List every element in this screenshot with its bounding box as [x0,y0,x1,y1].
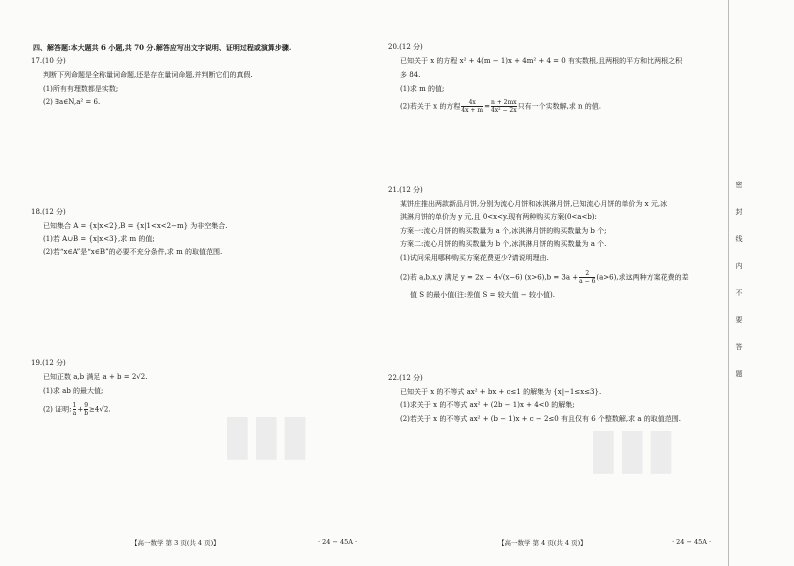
q18-text: 已知集合 A = {x|x<2},B = {x|1<x<2−m} 为非空集合. [43,222,228,230]
q21-part2 [400,270,689,285]
seal-text [733,180,745,396]
footer-left-code: · 24 − 45A · [318,538,358,546]
q17-heading: 17.(10 分) [31,57,66,65]
seal-char: 封 [735,208,743,216]
seal-char: 线 [735,235,743,243]
q19-part2-prefix: (2) 证明: [43,405,72,414]
plus-sign: + [77,405,84,414]
q20-part2-prefix: (2)若关于 x 的方程 [400,102,461,111]
footer-left-label: 【高一数学 第 3 页(共 4 页)】 [131,539,220,547]
q19-part1: (1)求 ab 的最大值; [43,387,104,395]
q21-text-2: 淇淋月饼的单价为 y 元,且 0<x<y.现有两种购买方案(0<a<b): [400,213,597,221]
q22-part2: (2)若关于 x 的不等式 ax² + (b − 1)x + c − 2≤0 有且仅有 6 个整数解,求 a 的取值范围. [400,415,681,423]
seal-char: 题 [735,370,743,378]
seal-char: 答 [735,343,743,351]
q22-heading: 22.(12 分) [388,374,423,382]
q20-text-cont: 多 84. [400,71,421,79]
q20-part2 [400,99,601,114]
q21-part2-prefix: (2)若 a,b,x,y 满足 y = 2x − 4√(x−6) (x>6),b = 3a + [400,273,579,282]
q18-part2: (2)若“x∈A”是“x∈B”的必要不充分条件,求 m 的取值范围. [43,248,223,256]
q20-heading: 20.(12 分) [388,43,423,51]
q18-part1: (1)若 A∪B = {x|x<3},求 m 的值; [43,235,155,243]
footer-right-code: · 24 − 45A · [672,538,712,546]
fraction-n-plus-2mx: $\frac{n + 2mx}{\text{4x² − 2x}}$ [490,99,517,114]
seal-char: 内 [735,262,743,270]
equals-sign: = [484,102,490,111]
q22-text: 已知关于 x 的不等式 ax² + bx + c≤1 的解集为 {x|−1≤x≤3}. [400,388,602,396]
q21-plan1: 方案一:流心月饼的购买数量为 a 个,冰淇淋月饼的购买数量为 b 个; [400,227,607,235]
q20-part1: (1)求 m 的值; [400,85,445,93]
q17-text: 判断下列命题是全称量词命题,还是存在量词命题,并判断它们的真假. [43,71,253,79]
fraction-4x: $\frac{4x}{4x + m}$ [461,99,484,114]
fraction-9-over-b: $\frac{9}{b}$ [84,402,89,417]
q21-part2-cont: 值 S 的最小值(注:差值 S = 较大值 − 较小值). [410,291,555,299]
q20-part2-suffix: 只有一个实数解,求 n 的值. [517,102,602,111]
watermark-right: ▮▮▮ [588,416,675,481]
seal-line [728,0,729,566]
q21-part2-suffix: (a>6),求这两种方案花费的差 [596,273,689,282]
q19-text: 已知正数 a,b 满足 a + b = 2√2. [43,373,148,381]
q19-part2-suffix: ≥4√2. [89,405,111,414]
q21-text-1: 某饼庄推出两款新品月饼,分别为流心月饼和冰淇淋月饼,已知流心月饼的单价为 x 元,冰 [400,200,668,208]
seal-char: 不 [735,289,743,297]
fraction-2-over-a-minus-6: $\frac{2}{a - 6}$ [579,270,596,285]
q18-heading: 18.(12 分) [31,208,66,216]
q19-part2 [43,402,111,417]
q22-part1: (1)求关于 x 的不等式 ax² + (2b − 1)x + 4<0 的解集; [400,401,575,409]
fraction-1-over-a: $\frac{1}{a}$ [72,402,77,417]
q17-part1: (1)所有有理数都是实数; [43,85,119,93]
seal-char: 密 [735,181,743,189]
q17-part2: (2) ∃a∈N,a² = 6. [43,98,101,106]
seal-char: 要 [735,316,743,324]
q21-plan2: 方案二:流心月饼的购买数量为 b 个,冰淇淋月饼的购买数量为 a 个. [400,240,607,248]
section-heading: 四、解答题:本大题共 6 小题,共 70 分.解答应写出文字说明、证明过程或演算步骤. [33,43,292,52]
watermark-left: ▮▮▮ [222,402,309,467]
footer-right-label: 【高一数学 第 4 页(共 4 页)】 [498,539,587,547]
q21-part1: (1)试问采用哪种购买方案花费更少?请说明理由. [400,254,549,262]
q19-heading: 19.(12 分) [31,359,66,367]
q21-heading: 21.(12 分) [388,186,423,194]
q20-text: 已知关于 x 的方程 x² + 4(m − 1)x + 4m² + 4 = 0 有实数根,且两根的平方和比两根之积 [400,57,683,65]
